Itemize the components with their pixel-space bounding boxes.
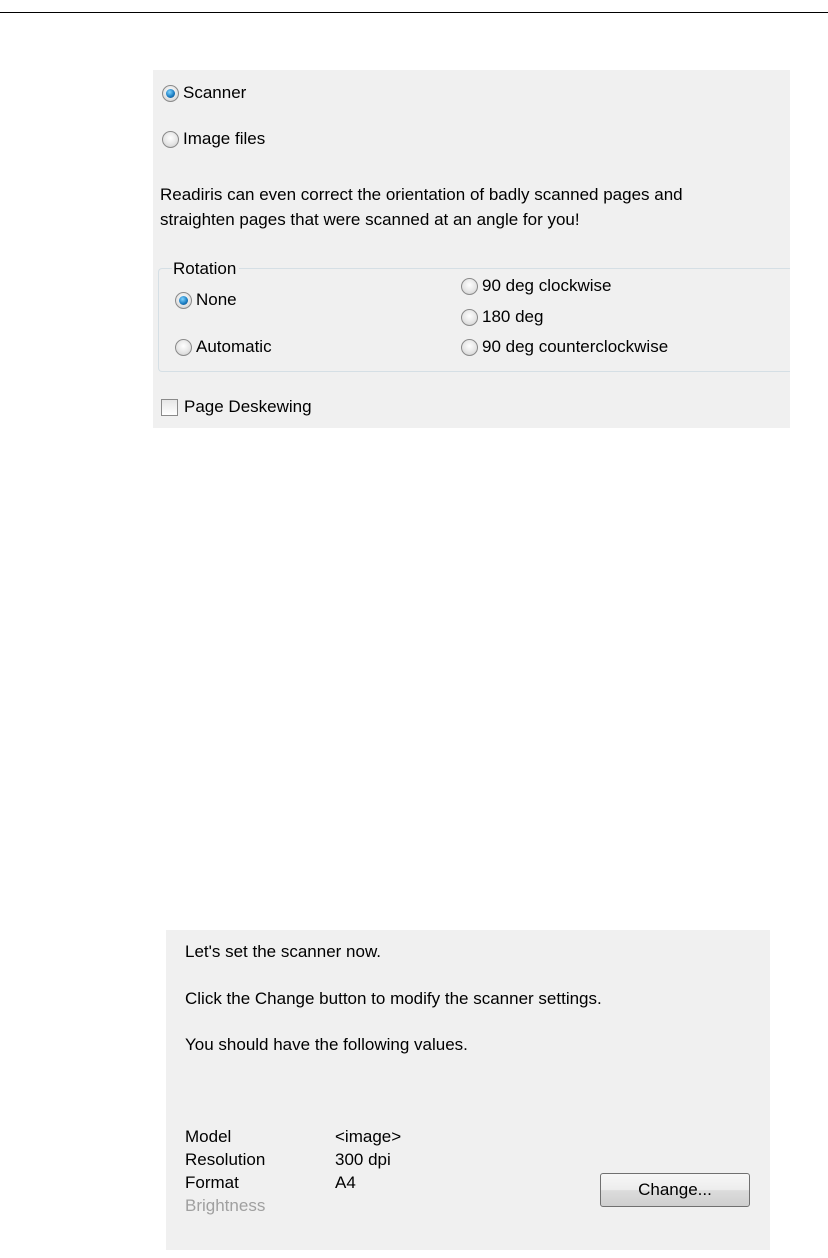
checkbox-unchecked-icon[interactable] (161, 399, 178, 416)
checkbox-page-deskewing[interactable] (161, 397, 312, 417)
radio-rotation-90-cw[interactable] (461, 276, 611, 296)
setting-label-brightness: Brightness (185, 1196, 266, 1215)
description-line-1: Readiris can even correct the orientation of badly scanned pages and (160, 185, 683, 204)
checkbox-page-deskewing-label: Page Deskewing (184, 397, 312, 416)
setting-label-model: Model (185, 1127, 232, 1146)
radio-rotation-180-label: 180 deg (482, 307, 544, 326)
radio-rotation-90-ccw-label: 90 deg counterclockwise (482, 337, 669, 356)
radio-rotation-none-label: None (196, 290, 237, 309)
radio-rotation-180[interactable] (461, 307, 543, 327)
radio-unselected-icon[interactable] (162, 131, 179, 148)
radio-image-files-label: Image files (183, 129, 266, 148)
setting-label-format: Format (185, 1173, 239, 1192)
description-line-2: straighten pages that were scanned at an angle for you! (160, 210, 580, 229)
radio-rotation-90-cw-label: 90 deg clockwise (482, 276, 612, 295)
radio-rotation-90-ccw[interactable] (461, 337, 668, 357)
source-settings-panel (153, 70, 790, 428)
radio-scanner[interactable] (162, 83, 246, 103)
radio-unselected-icon[interactable] (175, 339, 192, 356)
scanner-instruction-text: Click the Change button to modify the scanner settings. (185, 989, 602, 1008)
radio-rotation-none[interactable] (175, 290, 237, 310)
setting-value-model: <image> (335, 1127, 402, 1146)
radio-rotation-automatic-label: Automatic (196, 337, 272, 356)
scanner-intro-text: Let's set the scanner now. (185, 942, 382, 961)
setting-label-resolution: Resolution (185, 1150, 266, 1169)
rotation-group-title: Rotation (172, 259, 239, 279)
setting-value-format: A4 (335, 1173, 356, 1192)
radio-unselected-icon[interactable] (461, 278, 478, 295)
radio-image-files[interactable] (162, 129, 265, 149)
header-rule (0, 12, 828, 13)
setting-value-resolution: 300 dpi (335, 1150, 391, 1169)
orientation-description (160, 182, 790, 232)
scanner-expect-text: You should have the following values. (185, 1035, 468, 1054)
change-button[interactable]: Change... (600, 1173, 750, 1207)
radio-unselected-icon[interactable] (461, 339, 478, 356)
radio-unselected-icon[interactable] (461, 309, 478, 326)
radio-scanner-label: Scanner (183, 83, 247, 102)
radio-rotation-automatic[interactable] (175, 337, 272, 357)
radio-selected-icon[interactable] (162, 85, 179, 102)
radio-selected-icon[interactable] (175, 292, 192, 309)
